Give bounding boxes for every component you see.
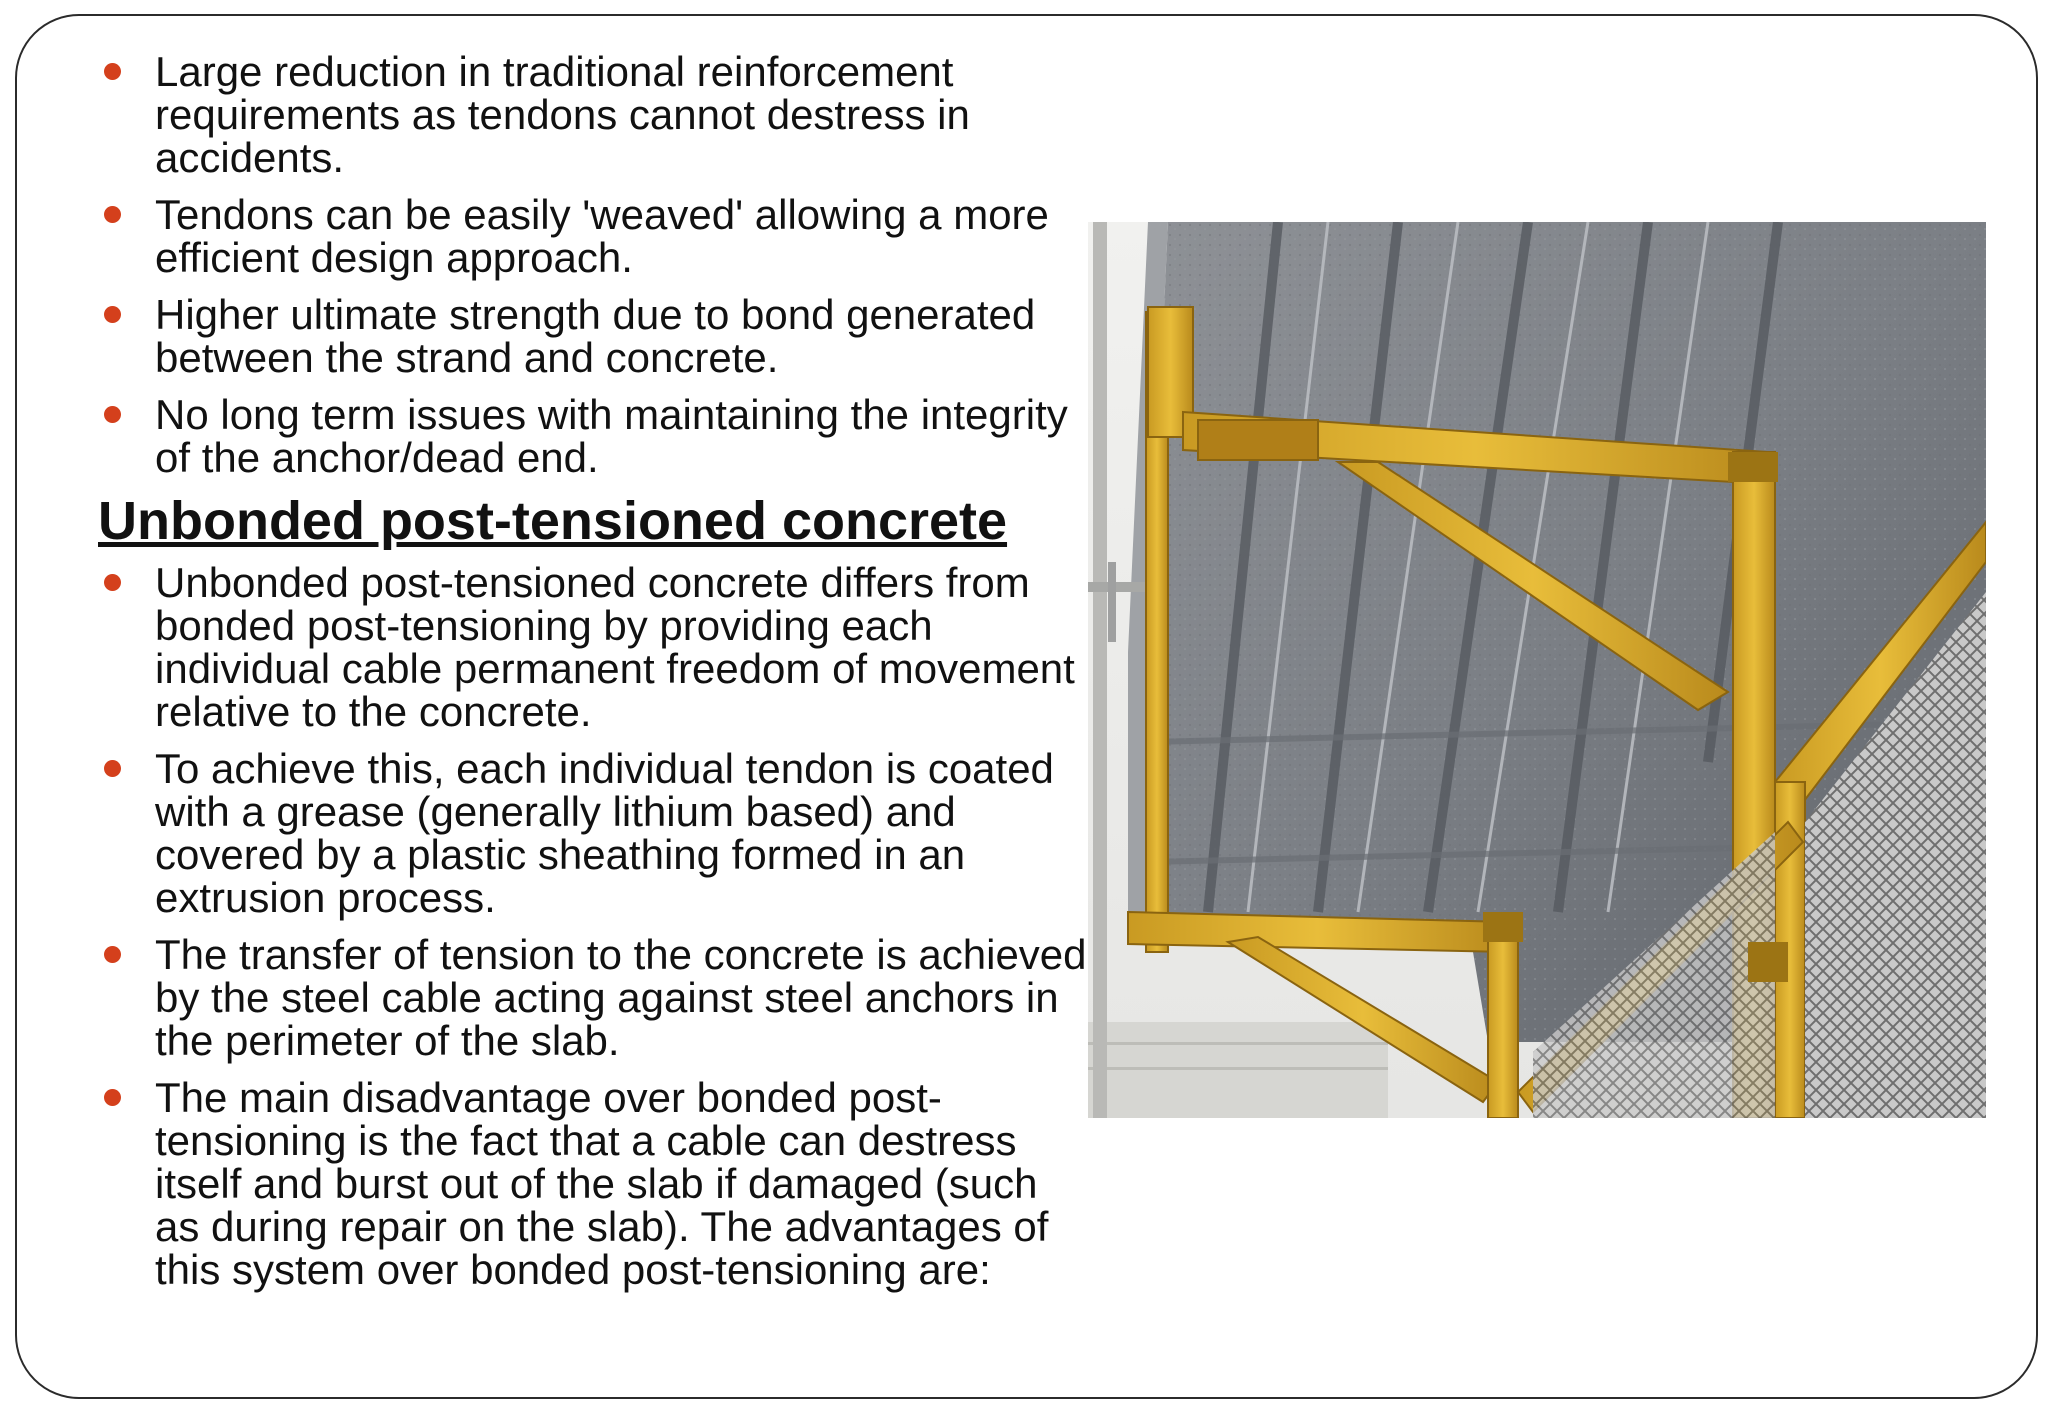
bullet-dot-icon xyxy=(104,306,121,323)
bullet-dot-icon xyxy=(104,760,121,777)
bullet-text: The main disadvantage over bonded post-tensioning is the fact that a cable can destress itself and burst out of the slab if damaged (such as during repair on the slab). The advantages of this system over bonded post-tensioning are: xyxy=(155,1074,1049,1293)
bullet-text: To achieve this, each individual tendon is coated with a grease (generally lithium based) and covered by a plastic sheathing formed in an extrusion process. xyxy=(155,745,1054,921)
bullet-text: No long term issues with maintaining the integrity of the anchor/dead end. xyxy=(155,391,1068,481)
bullet-text: Higher ultimate strength due to bond generated between the strand and concrete. xyxy=(155,291,1036,381)
bullet-item xyxy=(98,393,1088,479)
bullet-dot-icon xyxy=(104,406,121,423)
bullet-dot-icon xyxy=(104,574,121,591)
bullet-text: The transfer of tension to the concrete is achieved by the steel cable acting against steel anchors in the perimeter of the slab. xyxy=(155,931,1087,1064)
bullet-text: Tendons can be easily 'weaved' allowing a more efficient design approach. xyxy=(155,191,1049,281)
bullet-item xyxy=(98,193,1088,279)
bullet-dot-icon xyxy=(104,946,121,963)
bullet-text: Large reduction in traditional reinforcement requirements as tendons cannot destress in accidents. xyxy=(155,48,970,181)
bullet-item xyxy=(98,561,1088,733)
bullet-item xyxy=(98,1076,1088,1291)
text-column xyxy=(98,50,1088,1305)
bullet-item xyxy=(98,933,1088,1062)
bullet-item xyxy=(98,293,1088,379)
bullet-dot-icon xyxy=(104,63,121,80)
bullet-dot-icon xyxy=(104,1089,121,1106)
bullet-item xyxy=(98,747,1088,919)
bullet-dot-icon xyxy=(104,206,121,223)
bullet-item xyxy=(98,50,1088,179)
bullet-text: Unbonded post-tensioned concrete differs from bonded post-tensioning by providing each individual cable permanent freedom of movement relative to the concrete. xyxy=(155,559,1075,735)
section-heading: Unbonded post-tensioned concrete xyxy=(98,491,1008,551)
construction-photo-icon xyxy=(1088,222,1986,1118)
